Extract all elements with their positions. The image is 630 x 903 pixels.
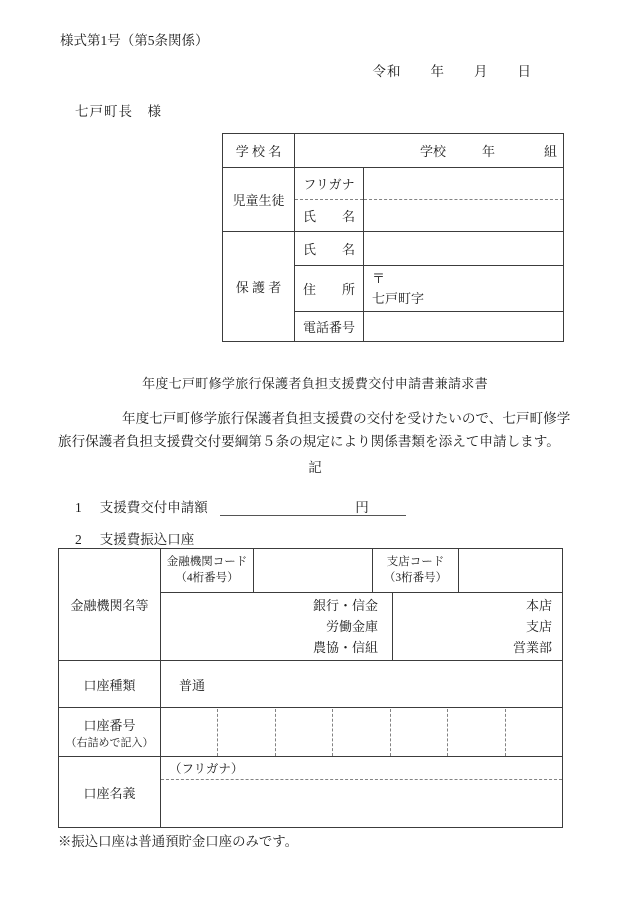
- branch-type-option: 支店: [525, 618, 552, 634]
- amount-field[interactable]: [220, 496, 406, 516]
- student-furigana-label: フリガナ: [295, 168, 363, 200]
- institution-name-field[interactable]: [161, 593, 393, 661]
- institution-type-option: 農協・信組: [312, 640, 378, 656]
- account-number-label: [59, 708, 161, 757]
- school-name-field[interactable]: [295, 134, 564, 168]
- account-number-cell[interactable]: [506, 709, 562, 756]
- year-suffix-label: 年: [481, 144, 495, 159]
- account-number-cells: [161, 709, 562, 756]
- address-label: 住 所: [295, 266, 364, 312]
- bank-table: [58, 548, 563, 828]
- account-number-cell[interactable]: [161, 709, 218, 756]
- yen-unit-label: 円: [355, 500, 369, 515]
- address-prefill: 七戸町字: [372, 290, 425, 306]
- body-paragraph: [58, 407, 578, 453]
- item-2-bank-account: [75, 528, 194, 548]
- class-suffix-label: 組: [544, 144, 558, 159]
- branch-name-field[interactable]: [393, 593, 563, 661]
- phone-field[interactable]: [364, 312, 564, 342]
- account-number-text: 口座番号: [83, 717, 136, 733]
- guardian-label: 保 護 者: [223, 232, 295, 342]
- branch-code-note: （3桁番号）: [383, 571, 448, 584]
- student-name-label: 氏 名: [302, 209, 355, 224]
- item-2-number: 2: [75, 532, 82, 547]
- document-title: 年度七戸町修学旅行保護者負担支援費交付申請書兼請求書: [142, 376, 488, 391]
- date-line: 令和 年 月 日: [372, 64, 532, 79]
- postal-mark: 〒: [372, 271, 386, 286]
- branch-code-field[interactable]: [459, 549, 563, 593]
- branch-code-text: 支店コード: [386, 555, 445, 568]
- phone-label: 電話番号: [295, 312, 364, 342]
- guardian-name-label: 氏 名: [295, 232, 364, 266]
- account-type-label: 口座種類: [59, 661, 161, 708]
- ki-heading: 記: [308, 460, 322, 475]
- institution-type-option: 銀行・信金: [312, 597, 378, 613]
- body-line-1: 年度七戸町修学旅行保護者負担支援費の交付を受けたいので、七戸町修学: [122, 411, 571, 426]
- institution-name-label: 金融機関名等: [59, 549, 161, 661]
- applicant-table: [222, 133, 564, 342]
- account-number-note: （右詰めで記入）: [65, 736, 154, 749]
- item-1-amount: [75, 496, 406, 516]
- account-holder-name-field[interactable]: [161, 780, 562, 827]
- branch-type-option: 営業部: [512, 640, 552, 656]
- body-line-2: 旅行保護者負担支援費交付要綱第５条の規定により関係書類を添えて申請します。: [58, 434, 560, 449]
- item-1-label: 支援費交付申請額: [99, 500, 208, 515]
- account-holder-label: 口座名義: [59, 757, 161, 828]
- school-name-label: 学 校 名: [223, 134, 295, 168]
- institution-code-field[interactable]: [254, 549, 373, 593]
- item-1-number: 1: [75, 500, 82, 515]
- student-name-field[interactable]: [364, 200, 563, 231]
- account-number-cell[interactable]: [448, 709, 505, 756]
- account-holder-furigana-field[interactable]: [161, 757, 562, 780]
- branch-code-label: [373, 549, 459, 593]
- account-number-cell[interactable]: [276, 709, 333, 756]
- footnote: ※振込口座は普通預貯金口座のみです。: [58, 834, 298, 849]
- student-label: 児童生徒: [223, 168, 295, 232]
- account-number-cell[interactable]: [218, 709, 275, 756]
- item-2-label: 支援費振込口座: [99, 532, 195, 547]
- school-suffix-label: 学校: [419, 144, 446, 159]
- institution-code-text: 金融機関コード: [166, 555, 248, 568]
- addressee: 七戸町長 様: [75, 104, 162, 119]
- furigana-note: （フリガナ）: [169, 762, 244, 776]
- account-number-cell[interactable]: [333, 709, 390, 756]
- account-number-cell[interactable]: [391, 709, 448, 756]
- address-field[interactable]: [364, 266, 564, 312]
- guardian-name-field[interactable]: [364, 232, 564, 266]
- institution-type-option: 労働金庫: [325, 618, 378, 634]
- student-furigana-field[interactable]: [364, 168, 563, 200]
- institution-code-label: [161, 549, 254, 593]
- branch-type-option: 本店: [525, 597, 552, 613]
- form-number: 様式第1号（第5条関係）: [60, 33, 209, 48]
- account-type-value: 普通: [161, 661, 563, 708]
- institution-code-note: （4桁番号）: [175, 571, 239, 584]
